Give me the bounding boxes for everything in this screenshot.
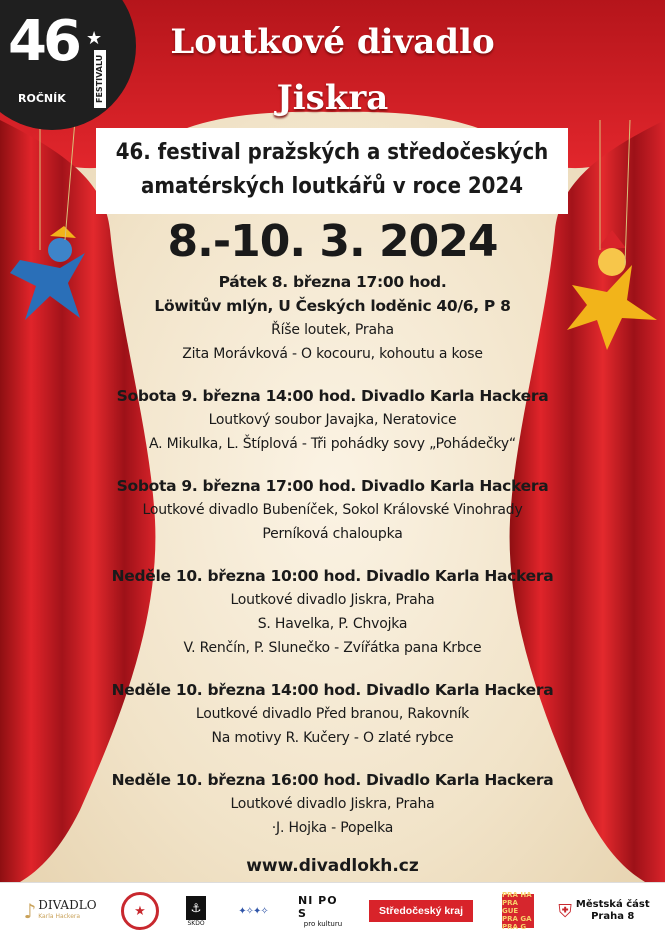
event-line: Perníková chaloupka <box>262 526 403 542</box>
festival-label: FESTIVALU <box>94 50 106 108</box>
praha-grid-label: PRA HA PRA GUE PRA GA PRA G <box>502 894 534 928</box>
divadlo-logo-name: DIVADLO <box>38 898 97 912</box>
festival-dates: 8.-10. 3. 2024 <box>167 216 498 267</box>
event <box>100 678 565 750</box>
nipos-logo <box>298 893 348 929</box>
event-heading: Neděle 10. března 14:00 hod. Divadlo Karla Hackera <box>111 681 554 699</box>
praha8-line-1: Městská část <box>575 899 650 910</box>
title-line-1: Loutkové divadlo <box>170 22 495 62</box>
event <box>100 384 565 456</box>
event <box>100 270 565 366</box>
praha8-crest-icon: ⛨ <box>558 900 572 922</box>
event-line: ·J. Hojka - Popelka <box>271 820 394 836</box>
event-line: Loutkové divadlo Jiskra, Praha <box>230 592 435 608</box>
skdo-shield-icon: ⚓ <box>186 896 206 920</box>
subtitle-line-2: amatérských loutkářů v roce 2024 <box>140 174 523 199</box>
subtitle <box>96 136 568 204</box>
stars-logo <box>228 893 278 929</box>
event-line: Říše loutek, Praha <box>271 322 394 338</box>
event-line: V. Renčín, P. Slunečko - Zvířátka pana Krbce <box>183 640 482 656</box>
event-line: A. Mikulka, L. Štíplová - Tři pohádky sovy „Pohádečky“ <box>149 436 516 452</box>
divadlo-logo-icon: ♪ <box>23 899 37 923</box>
event <box>100 474 565 546</box>
title-line-2: Jiskra <box>276 78 389 118</box>
edition-number: 46 <box>8 9 78 74</box>
seal-star-icon: ★ <box>121 892 159 930</box>
event-line: Zita Morávková - O kocouru, kohoutu a kose <box>182 346 483 362</box>
sponsor-footer <box>0 882 665 940</box>
event <box>100 768 565 840</box>
divadlo-logo <box>14 893 106 929</box>
star-icon: ★ <box>86 28 103 49</box>
skdo-logo <box>180 893 212 929</box>
stredocesky-kraj-label: Středočeský kraj <box>369 900 473 922</box>
event-line: Loutkové divadlo Jiskra, Praha <box>230 796 435 812</box>
stredocesky-kraj-logo <box>366 893 476 929</box>
event-venue: Löwitův mlýn, U Českých loděnic 40/6, P 8 <box>154 297 511 315</box>
praha8-line-2: Praha 8 <box>591 911 635 922</box>
event-heading: Sobota 9. března 17:00 hod. Divadlo Karla Hackera <box>116 477 549 495</box>
nipos-sub: pro kulturu <box>303 920 343 928</box>
circle-seal-logo <box>120 893 160 929</box>
subtitle-line-1: 46. festival pražských a středočeských <box>115 140 549 165</box>
event-heading: Sobota 9. března 14:00 hod. Divadlo Karla Hackera <box>116 387 549 405</box>
nipos-name: NI PO S <box>298 894 338 920</box>
event-line: S. Havelka, P. Chvojka <box>257 616 408 632</box>
stars-icon: ✦✧✦✧ <box>238 905 268 917</box>
event-line: Loutkový soubor Javajka, Neratovice <box>208 412 457 428</box>
program <box>100 270 565 840</box>
event-line: Loutkové divadlo Bubeníček, Sokol Královské Vinohrady <box>142 502 523 518</box>
event-heading: Pátek 8. března 17:00 hod. <box>218 273 447 291</box>
event-line: Na motivy R. Kučery - O zlaté rybce <box>211 730 454 746</box>
event <box>100 564 565 660</box>
divadlo-logo-sub: Karla Hackera <box>38 913 81 920</box>
event-heading: Neděle 10. března 16:00 hod. Divadlo Karla Hackera <box>111 771 554 789</box>
edition-label: ROČNÍK <box>18 92 66 105</box>
praha8-logo <box>552 893 656 929</box>
skdo-label: SKDO <box>187 919 205 927</box>
event-line: Loutkové divadlo Před branou, Rakovník <box>195 706 470 722</box>
website-link[interactable]: www.divadlokh.cz <box>246 856 419 876</box>
praha-logo <box>500 893 536 929</box>
event-heading: Neděle 10. března 10:00 hod. Divadlo Karla Hackera <box>111 567 554 585</box>
